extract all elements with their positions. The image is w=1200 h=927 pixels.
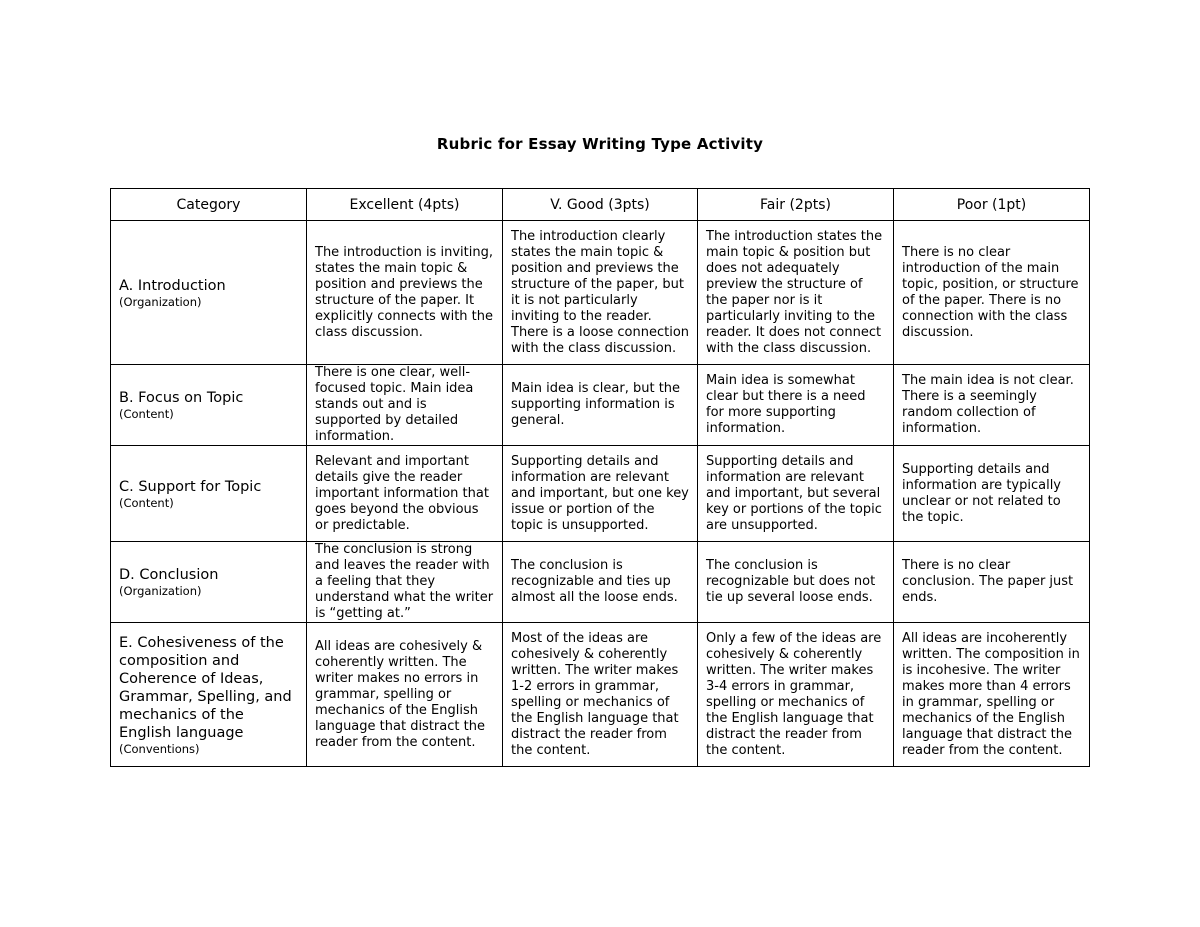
header-excellent: Excellent (4pts)	[307, 189, 503, 221]
poor-cell: All ideas are incoherently written. The composition in is incohesive. The writer makes more than 4 errors in grammar, spelling or mechanics of the English language that distract the reader from the content.	[894, 623, 1090, 767]
excellent-cell: There is one clear, well-focused topic. Main idea stands out and is supported by detailed information.	[307, 365, 503, 446]
very-good-cell: Main idea is clear, but the supporting information is general.	[503, 365, 698, 446]
fair-cell: Supporting details and information are relevant and important, but several key or portions of the topic are unsupported.	[698, 446, 894, 542]
very-good-cell: Supporting details and information are relevant and important, but one key issue or portion of the topic is unsupported.	[503, 446, 698, 542]
category-cell	[111, 221, 307, 365]
very-good-cell: The conclusion is recognizable and ties up almost all the loose ends.	[503, 542, 698, 623]
fair-cell: The conclusion is recognizable but does not tie up several loose ends.	[698, 542, 894, 623]
category-label: A. Introduction	[119, 277, 226, 294]
category-cell	[111, 623, 307, 767]
excellent-cell: All ideas are cohesively & coherently written. The writer makes no errors in grammar, spelling or mechanics of the English language that distract the reader from the content.	[307, 623, 503, 767]
header-fair: Fair (2pts)	[698, 189, 894, 221]
very-good-cell: The introduction clearly states the main topic & position and previews the structure of the paper, but it is not particularly inviting to the reader. There is a loose connection with the class discussion.	[503, 221, 698, 365]
table-row	[111, 623, 1090, 767]
category-cell	[111, 446, 307, 542]
category-sublabel: (Conventions)	[119, 741, 200, 756]
poor-cell: There is no clear introduction of the main topic, position, or structure of the paper. There is no connection with the class discussion.	[894, 221, 1090, 365]
table-row	[111, 542, 1090, 623]
page-title: Rubric for Essay Writing Type Activity	[436, 135, 764, 153]
table-row	[111, 365, 1090, 446]
header-category: Category	[111, 189, 307, 221]
excellent-cell: The conclusion is strong and leaves the reader with a feeling that they understand what the writer is “getting at.”	[307, 542, 503, 623]
header-row	[111, 189, 1090, 221]
fair-cell: The introduction states the main topic & position but does not adequately preview the structure of the paper nor is it particularly inviting to the reader. It does not connect with the class discussion.	[698, 221, 894, 365]
category-sublabel: (Organization)	[119, 584, 202, 598]
header-very-good: V. Good (3pts)	[503, 189, 698, 221]
header-poor: Poor (1pt)	[894, 189, 1090, 221]
category-sublabel: (Content)	[119, 407, 174, 421]
excellent-cell: Relevant and important details give the reader important information that goes beyond the obvious or predictable.	[307, 446, 503, 542]
category-cell	[111, 542, 307, 623]
category-label: B. Focus on Topic	[119, 390, 244, 406]
poor-cell: There is no clear conclusion. The paper just ends.	[894, 542, 1090, 623]
poor-cell: The main idea is not clear. There is a seemingly random collection of information.	[894, 365, 1090, 446]
fair-cell: Main idea is somewhat clear but there is a need for more supporting information.	[698, 365, 894, 446]
table-row	[111, 446, 1090, 542]
category-cell	[111, 365, 307, 446]
category-label: D. Conclusion	[119, 567, 219, 583]
category-label: E. Cohesiveness of the composition and Coherence of Ideas, Grammar, Spelling, and mechanics of the English language	[119, 634, 292, 741]
poor-cell: Supporting details and information are typically unclear or not related to the topic.	[894, 446, 1090, 542]
excellent-cell: The introduction is inviting, states the main topic & position and previews the structure of the paper. It explicitly connects with the class discussion.	[307, 221, 503, 365]
fair-cell: Only a few of the ideas are cohesively & coherently written. The writer makes 3-4 errors in grammar, spelling or mechanics of the English language that distract the reader from the content.	[698, 623, 894, 767]
table-row	[111, 221, 1090, 365]
category-sublabel: (Organization)	[119, 294, 202, 309]
rubric-table	[110, 188, 1090, 767]
category-sublabel: (Content)	[119, 495, 174, 510]
category-label: C. Support for Topic	[119, 478, 262, 495]
very-good-cell: Most of the ideas are cohesively & coherently written. The writer makes 1-2 errors in grammar, spelling or mechanics of the English language that distract the reader from the content.	[503, 623, 698, 767]
